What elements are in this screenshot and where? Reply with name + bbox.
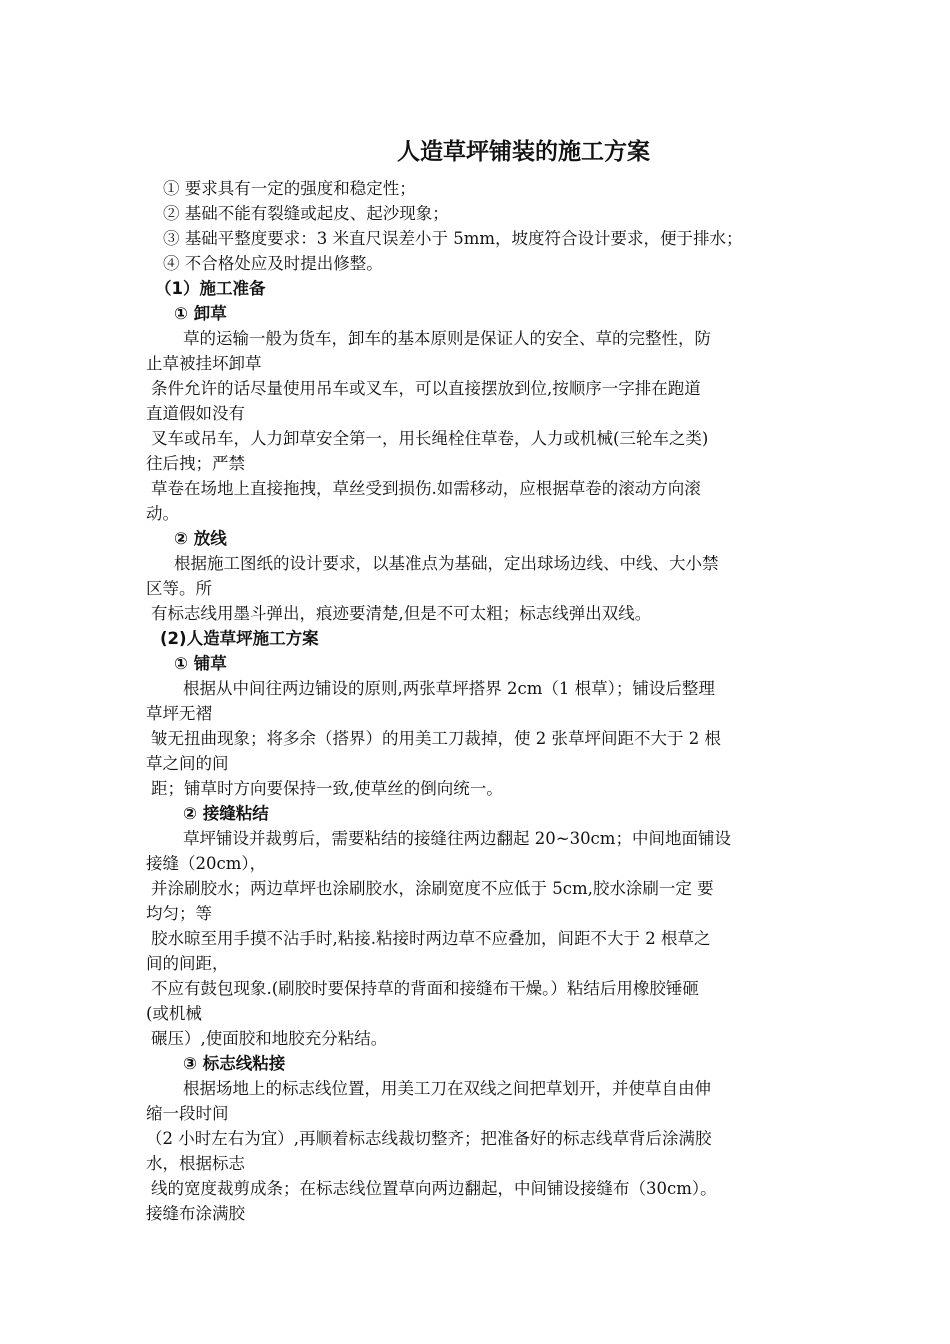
text-line: 直道假如没有 — [146, 404, 245, 423]
text-line: ① 要求具有一定的强度和稳定性； — [163, 179, 416, 198]
text-line: （2 小时左右为宜）,再顺着标志线裁切整齐；把准备好的标志线草背后涂满胶 — [146, 1129, 712, 1148]
text-line: 缩一段时间 — [146, 1104, 229, 1123]
text-line: 草坪无褶 — [146, 704, 212, 723]
text-line: 区等。所 — [146, 579, 212, 598]
text-line: 线的宽度裁剪成条；在标志线位置草向两边翻起，中间铺设接缝布（30cm）。 — [151, 1179, 717, 1198]
text-line: 均匀；等 — [146, 904, 212, 923]
text-line: 草坪铺设并裁剪后，需要粘结的接缝往两边翻起 20~30cm；中间地面铺设 — [183, 829, 731, 848]
text-line: 草的运输一般为货车，卸车的基本原则是保证人的安全、草的完整性，防 — [183, 329, 711, 348]
text-line: 距；铺草时方向要保持一致,使草丝的倒向统一。 — [151, 779, 503, 798]
subsection-heading: ② 接缝粘结 — [183, 804, 269, 823]
text-line: 止草被挂坏卸草 — [146, 354, 262, 373]
text-line: 间的间距， — [146, 954, 229, 973]
text-line: 接缝（20cm）， — [146, 854, 267, 873]
document-title: 人造草坪铺装的施工方案 — [397, 139, 650, 165]
text-line: 水，根据标志 — [146, 1154, 245, 1173]
text-line: 根据场地上的标志线位置，用美工刀在双线之间把草划开，并使草自由伸 — [183, 1079, 711, 1098]
text-line: 碾压）,使面胶和地胶充分粘结。 — [151, 1029, 388, 1048]
text-line: 不应有鼓包现象.(刷胶时要保持草的背面和接缝布干燥。）粘结后用橡胶锤砸 — [151, 979, 699, 998]
subsection-heading: ② 放线 — [174, 529, 227, 548]
text-line: ④ 不合格处应及时提出修整。 — [163, 254, 383, 273]
text-line: (或机械 — [146, 1004, 202, 1023]
section-heading: (2)人造草坪施工方案 — [160, 629, 319, 648]
text-line: ② 基础不能有裂缝或起皮、起沙现象； — [163, 204, 449, 223]
text-line: 根据从中间往两边铺设的原则,两张草坪搭界 2cm（1 根草）；铺设后整理 — [183, 679, 715, 698]
subsection-heading: ① 卸草 — [174, 304, 227, 323]
text-line: 草之间的间 — [146, 754, 229, 773]
text-line: 往后拽；严禁 — [146, 454, 245, 473]
text-line: 条件允许的话尽量使用吊车或叉车，可以直接摆放到位,按顺序一字排在跑道 — [151, 379, 701, 398]
subsection-heading: ① 铺草 — [174, 654, 227, 673]
subsection-heading: ③ 标志线粘接 — [183, 1054, 286, 1073]
text-line: 动。 — [146, 504, 179, 523]
text-line: 草卷在场地上直接拖拽，草丝受到损伤.如需移动，应根据草卷的滚动方向滚 — [151, 479, 701, 498]
text-line: 胶水晾至用手摸不沾手时,粘接.粘接时两边草不应叠加，间距不大于 2 根草之 — [151, 929, 711, 948]
text-line: 根据施工图纸的设计要求，以基准点为基础，定出球场边线、中线、大小禁 — [174, 554, 719, 573]
text-line: 叉车或吊车，人力卸草安全第一，用长绳栓住草卷，人力或机械(三轮车之类) — [151, 429, 709, 448]
section-heading: （1）施工准备 — [155, 279, 266, 298]
text-line: 并涂刷胶水；两边草坪也涂刷胶水，涂刷宽度不应低于 5cm,胶水涂刷一定 要 — [151, 879, 714, 898]
text-line: 皱无扭曲现象；将多余（搭界）的用美工刀裁掉，使 2 张草坪间距不大于 2 根 — [151, 729, 721, 748]
text-line: ③ 基础平整度要求：3 米直尺误差小于 5mm，坡度符合设计要求，便于排水； — [163, 229, 743, 248]
text-line: 接缝布涂满胶 — [146, 1204, 245, 1223]
text-line: 有标志线用墨斗弹出，痕迹要清楚,但是不可太粗；标志线弹出双线。 — [151, 604, 652, 623]
